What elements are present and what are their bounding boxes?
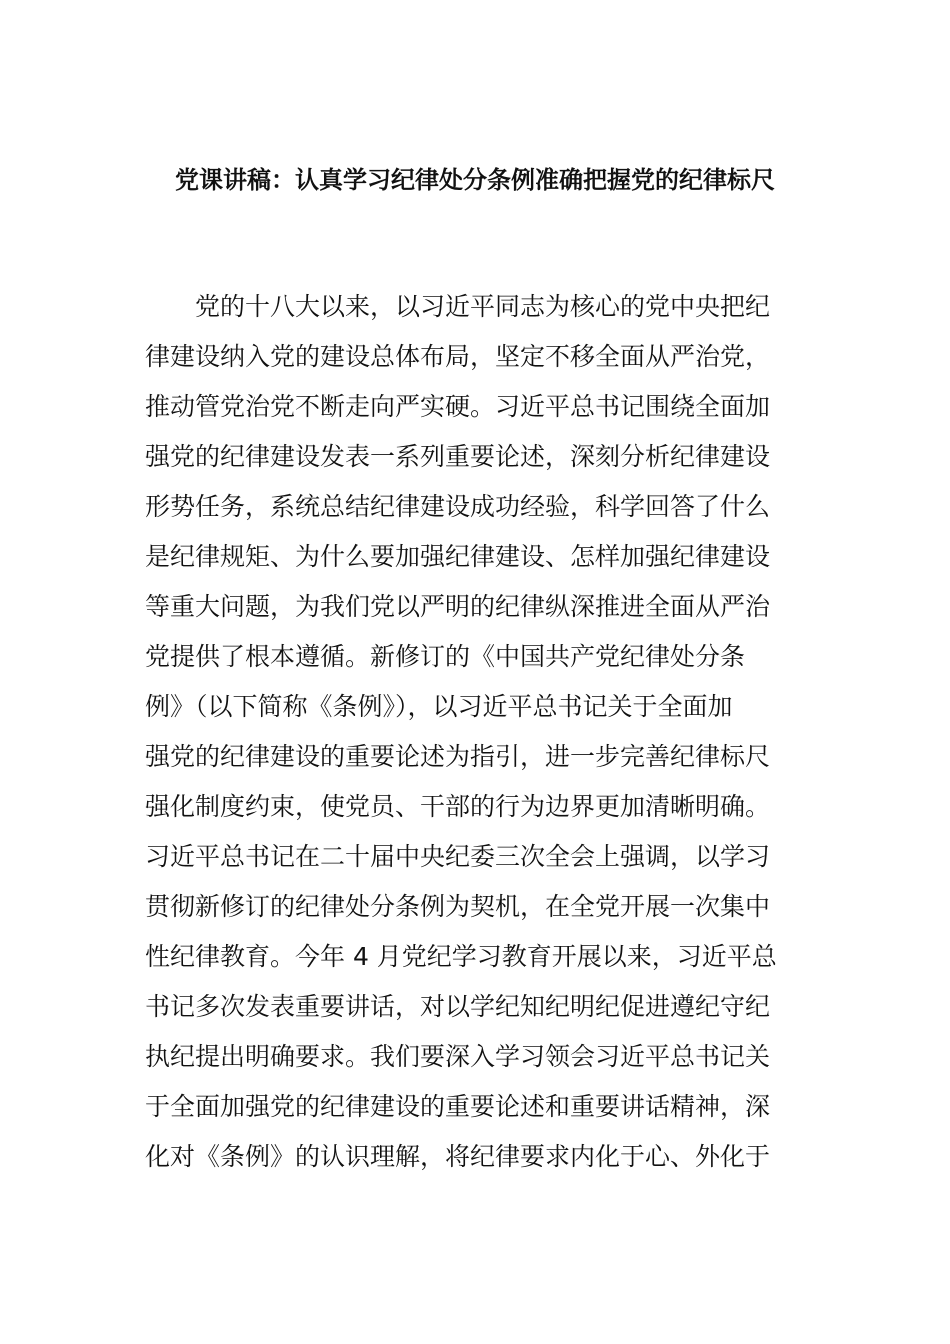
body-line: 是纪律规矩、为什么要加强纪律建设、怎样加强纪律建设 (145, 542, 771, 571)
body-line: 性纪律教育。今年 4 月党纪学习教育开展以来，习近平总 (145, 942, 777, 971)
body-line: 等重大问题，为我们党以严明的纪律纵深推进全面从严治 (145, 592, 771, 621)
body-line: 强化制度约束，使党员、干部的行为边界更加清晰明确。 (145, 792, 771, 821)
body-line: 推动管党治党不断走向严实硬。习近平总书记围绕全面加 (145, 392, 771, 421)
body-line: 形势任务，系统总结纪律建设成功经验，科学回答了什么 (145, 492, 771, 521)
body-line: 党提供了根本遵循。新修订的《中国共产党纪律处分条 (145, 642, 746, 671)
body-line: 例》（以下简称《条例》），以习近平总书记关于全面加 (145, 692, 733, 721)
body-line: 律建设纳入党的建设总体布局，坚定不移全面从严治党， (145, 342, 771, 371)
body-line: 党的十八大以来，以习近平同志为核心的党中央把纪 (145, 292, 771, 321)
body-line: 书记多次发表重要讲话，对以学纪知纪明纪促进遵纪守纪 (145, 992, 771, 1021)
body-line: 习近平总书记在二十届中央纪委三次全会上强调，以学习 (145, 842, 771, 871)
document-title: 党课讲稿：认真学习纪律处分条例准确把握党的纪律标尺 (175, 166, 775, 194)
body-line: 强党的纪律建设的重要论述为指引，进一步完善纪律标尺 (145, 742, 771, 771)
body-line: 化对《条例》的认识理解，将纪律要求内化于心、外化于 (145, 1142, 771, 1171)
body-line: 贯彻新修订的纪律处分条例为契机，在全党开展一次集中 (145, 892, 771, 921)
body-line: 强党的纪律建设发表一系列重要论述，深刻分析纪律建设 (145, 442, 771, 471)
document-body (145, 282, 825, 1182)
body-line: 于全面加强党的纪律建设的重要论述和重要讲话精神，深 (145, 1092, 771, 1121)
body-line: 执纪提出明确要求。我们要深入学习领会习近平总书记关 (145, 1042, 771, 1071)
